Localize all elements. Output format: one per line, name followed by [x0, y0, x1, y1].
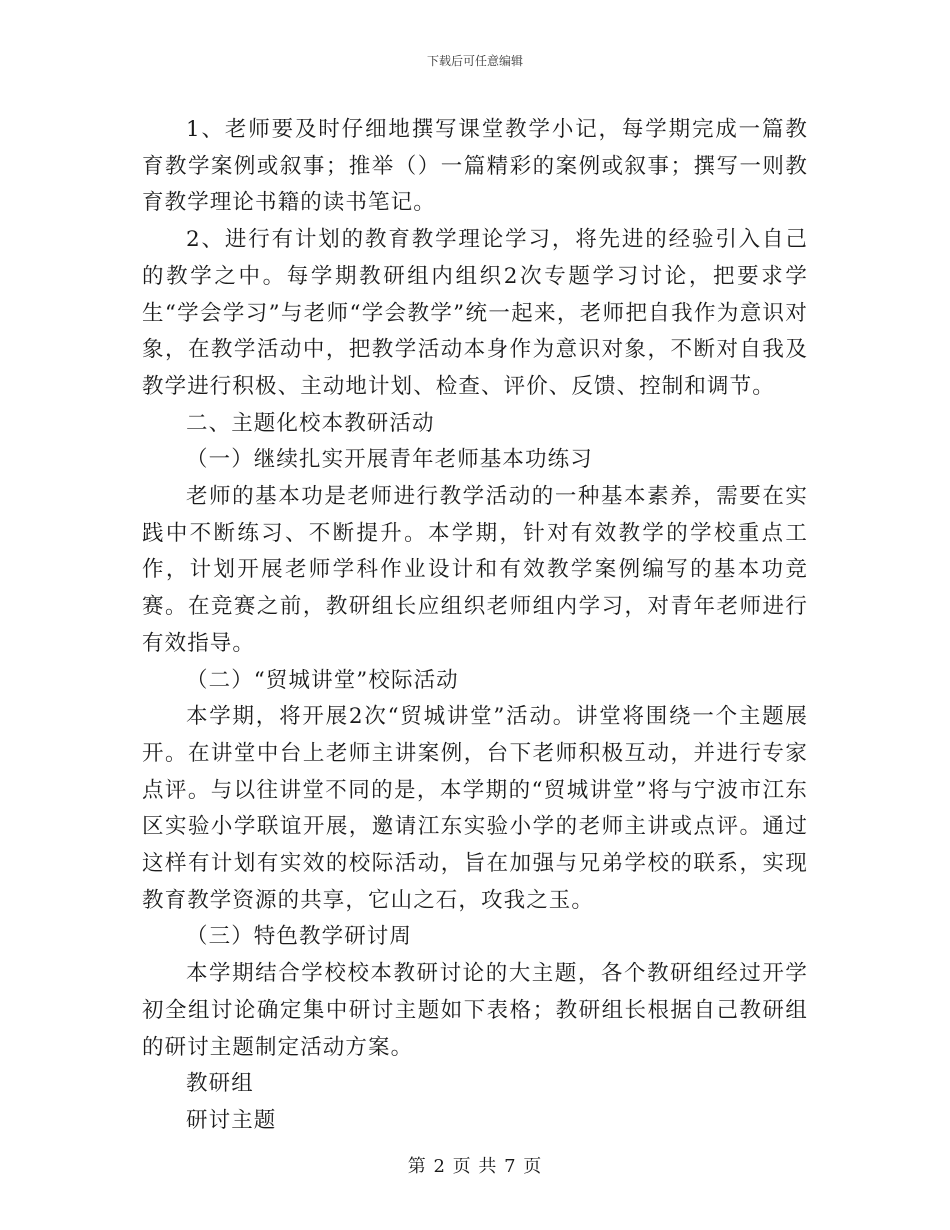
paragraph-5: 本学期结合学校校本教研讨论的大主题，各个教研组经过开学初全组讨论确定集中研讨主题如下表格；教研组长根据自己教研组的研讨主题制定活动方案。	[142, 961, 808, 1060]
subsection-heading-1: （一）继续扎实开展青年老师基本功练习	[186, 447, 593, 473]
document-body	[142, 112, 808, 1140]
table-header-topic: 研讨主题	[186, 1107, 277, 1133]
page-number: 第 2 页 共 7 页	[407, 1156, 543, 1177]
paragraph-4: 本学期，将开展2次“贸城讲堂”活动。讲堂将围绕一个主题展开。在讲堂中台上老师主讲案例，台下老师积极互动，并进行专家点评。与以往讲堂不同的是，本学期的“贸城讲堂”将与宁波市江东区实验小学联谊开展，邀请江东实验小学的老师主讲或点评。通过这样有计划有实效的校际活动，旨在加强与兄弟学校的联系，实现教育教学资源的共享，它山之石，攻我之玉。	[142, 704, 808, 913]
paragraph-1: 1、老师要及时仔细地撰写课堂教学小记，每学期完成一篇教育教学案例或叙事；推举（）一篇精彩的案例或叙事；撰写一则教育教学理论书籍的读书笔记。	[142, 117, 808, 216]
section-heading: 二、主题化校本教研活动	[186, 410, 435, 436]
page-header: 下载后可任意编辑	[426, 54, 523, 68]
paragraph-3: 老师的基本功是老师进行教学活动的一种基本素养，需要在实践中不断练习、不断提升。本学期，针对有效教学的学校重点工作，计划开展老师学科作业设计和有效教学案例编写的基本功竞赛。在竞赛之前，教研组长应组织老师组内学习，对青年老师进行有效指导。	[142, 484, 808, 656]
table-header-group: 教研组	[186, 1071, 254, 1097]
subsection-heading-3: （三）特色教学研讨周	[186, 924, 413, 950]
subsection-heading-2: （二）“贸城讲堂”校际活动	[186, 667, 459, 693]
paragraph-2: 2、进行有计划的教育教学理论学习，将先进的经验引入自己的教学之中。每学期教研组内组织2次专题学习讨论，把要求学生“学会学习”与老师“学会教学”统一起来，老师把自我作为意识对象，在教学活动中，把教学活动本身作为意识对象，不断对自我及教学进行积极、主动地计划、检查、评价、反馈、控制和调节。	[142, 227, 808, 399]
